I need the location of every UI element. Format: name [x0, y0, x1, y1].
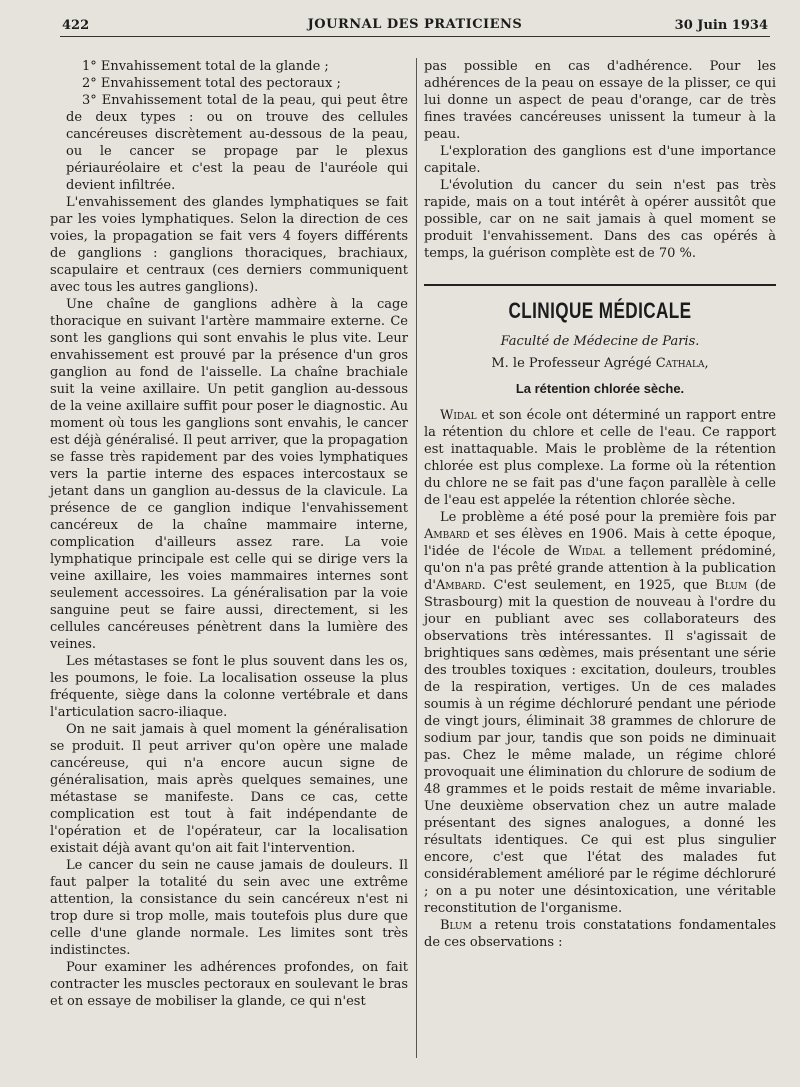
author-name: Ambard — [424, 527, 470, 542]
list-item-1: 1° Envahissement total de la glande ; — [82, 59, 329, 74]
author-name: Blum — [440, 918, 472, 933]
professor-name: Cathala, — [655, 356, 709, 371]
author-name: Widal — [440, 408, 477, 423]
paragraph-evolution: L'évolution du cancer du sein n'est pas très rapide, mais on a tout intérêt à opérer aussitôt que possible, car on ne sait jamais à quel moment se produit l'envahissement. Dans des cas opérés à temps, la guérison complète est de 70 %. — [424, 178, 776, 261]
paragraph-text: a tellement prédominé, qu'on n'a pas prêté grande attention à la publication d' — [424, 544, 776, 593]
paragraph-lymphatic-glands: L'envahissement des glandes lymphatiques se fait par les voies lymphatiques. Selon la direction de ces voies, la propagation se fait vers 4 foyers différents de ganglions : ganglions thoraciques, brachiaux, scapulaire et centraux (ces derniers communiquent avec tous les autres ganglions). — [50, 195, 408, 295]
paragraph-palpation: Le cancer du sein ne cause jamais de douleurs. Il faut palper la totalité du sein avec une extrême attention, la consistance du sein cancéreux n'est ni trop dure si trop molle, mais toutefois plus dure que celle d'une glande normale. Les limites sont très indistinctes. — [50, 858, 408, 958]
author-name: Ambard — [435, 578, 482, 593]
paragraph-text: Le problème a été posé pour la première fois par — [440, 510, 776, 525]
list-item-2: 2° Envahissement total des pectoraux ; — [82, 76, 341, 91]
paragraph-text: . C'est seulement, en 1925, que — [481, 578, 716, 593]
professor-prefix: M. le Professeur Agrégé — [491, 356, 652, 371]
author-name: Blum — [715, 578, 748, 593]
faculty-line: Faculté de Médecine de Paris. — [500, 334, 700, 349]
column-divider — [416, 58, 417, 1058]
left-column — [50, 58, 408, 1010]
list-item-3: 3° Envahissement total de la peau, qui peut être de deux types : ou on trouve des cellules cancéreuses discrètement au-dessous de la peau, ou le cancer se propage par le plexus périauréolaire et c'est la peau de l'auréole qui devient infiltrée. — [66, 93, 408, 193]
paragraph-ambard — [424, 509, 776, 917]
section-divider — [424, 284, 776, 286]
paragraph-widal — [424, 407, 776, 509]
paragraph-exploration: L'exploration des ganglions est d'une importance capitale. — [424, 144, 776, 176]
right-column — [424, 58, 776, 951]
paragraph-blum — [424, 917, 776, 951]
paragraph-metastases: Les métastases se font le plus souvent dans les os, les poumons, le foie. La localisation osseuse la plus fréquente, siège dans la colonne vertébrale et dans l'articulation sacro-iliaque. — [50, 654, 408, 720]
issue-date: 30 Juin 1934 — [674, 18, 768, 33]
page-number: 422 — [62, 18, 90, 33]
paragraph-text: (de Strasbourg) mit la question de nouveau à l'ordre du jour en publiant avec ses collaborateurs des observations très intéressantes. Il s'agissait de brightiques sans œdèmes, mais présentant une série des troubles toxiques : excitation, douleurs, troubles de la respiration, vertiges. Un de ces malades soumis à un régime déchloruré pendant une période de vingt jours, éliminait 38 grammes de chlorure de sodium par jour, tandis que son poids ne diminuait pas. Chez le même malade, un régime chloré provoquait une élimination du chlorure de sodium de 48 grammes et le poids restait de même invariable. Une deuxième observation chez un autre malade présentant des signes analogues, a donné les résultats identiques. Ce qui est plus singulier encore, c'est que l'état des malades fut considérablement amélioré par le régime déchloruré ; on a pu noter une désintoxication, une véritable reconstitution de l'organisme. — [424, 578, 776, 916]
professor-line — [424, 355, 776, 372]
paragraph-text: et ses élèves en 1906. Mais à cette époque, l'idée de l'école de — [424, 527, 776, 559]
journal-title: JOURNAL DES PRATICIENS — [307, 17, 523, 32]
running-header — [60, 14, 770, 37]
article-subtitle: La rétention chlorée sèche. — [515, 381, 685, 396]
paragraph-text: a retenu trois constatations fondamentales de ces observations : — [424, 918, 776, 950]
paragraph-adherences: Pour examiner les adhérences profondes, on fait contracter les muscles pectoraux en soulevant le bras et on essaye de mobiliser la glande, ce qui n'est — [50, 960, 408, 1009]
paragraph-continuation: pas possible en cas d'adhérence. Pour les adhérences de la peau on essaye de la plisser, ce qui lui donne un aspect de peau d'orange, car de très fines travées cancéreuses unissent la tumeur à la peau. — [424, 59, 776, 142]
author-name: Widal — [568, 544, 605, 559]
section-title: CLINIQUE MÉDICALE — [508, 298, 692, 323]
paragraph-text: et son école ont déterminé un rapport entre la rétention du chlore et celle de l'eau. Ce rapport est inattaquable. Mais le problème de la rétention chlorée est plus complexe. La forme où la rétention du chlore ne se fait pas d'une façon parallèle à celle de l'eau est appelée la rétention chlorée sèche. — [424, 408, 776, 508]
paragraph-generalisation: On ne sait jamais à quel moment la généralisation se produit. Il peut arriver qu'on opère une malade cancéreuse, qui n'a encore aucun signe de généralisation, mais après quelques semaines, une métastase se manifeste. Dans ce cas, cette complication est tout à fait indépendante de l'opération et de l'opérateur, car la localisation existait déjà avant qu'on ait fait l'intervention. — [50, 722, 408, 856]
paragraph-ganglion-chain: Une chaîne de ganglions adhère à la cage thoracique en suivant l'artère mammaire externe. Ce sont les ganglions qui sont envahis le plus vite. Leur envahissement est prouvé par la présence d'un gros ganglion au fond de l'aisselle. La chaîne brachiale suit la veine axillaire. Un petit ganglion au-dessous de la veine axillaire suffit pour poser le diagnostic. Au moment où tous les ganglions sont envahis, le cancer est déjà généralisé. Il peut arriver, que la propagation se fasse très rapidement par des voies lymphatiques vers la partie interne des espaces intercostaux se jetant dans un ganglion au-dessus de la clavicule. La présence de ce ganglion indique l'envahissement cancéreux de la chaîne mammaire interne, complication d'ailleurs assez rare. La voie lymphatique principale est celle qui se dirige vers la veine axillaire, les voies mammaires internes sont seulement accessoires. La généralisation par la voie sanguine peut se faire aussi, directement, si les cellules cancéreuses pénètrent dans la lumière des veines. — [50, 297, 408, 652]
